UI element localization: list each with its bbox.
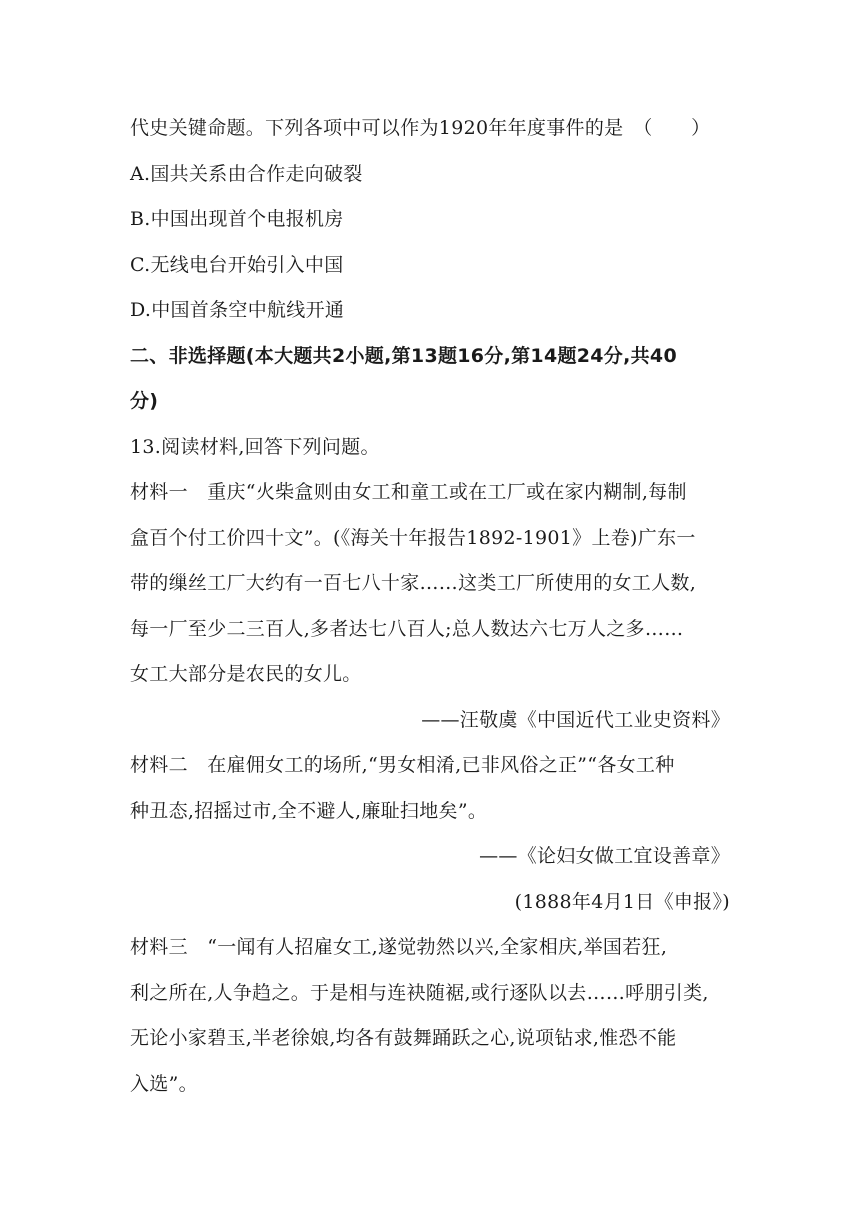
material-1-line: 每一厂至少二三百人,多者达七八百人;总人数达六七万人之多…… (130, 617, 684, 640)
material-2-source-date: (1888年4月1日《申报》) (514, 890, 730, 913)
material-2-source: ——《论妇女做工宜设善章》 (479, 845, 730, 867)
material-2-line: 材料二 在雇佣女工的场所,“男女相淆,已非风俗之正”“各女工种 (130, 754, 675, 776)
material-3-line: 材料三 “一闻有人招雇女工,遂觉勃然以兴,全家相庆,举国若狂, (130, 936, 668, 958)
section-heading-continued: 分) (130, 390, 159, 412)
material-2-line: 种丑态,招摇过市,全不避人,廉耻扫地矣”。 (130, 799, 488, 822)
material-3-line: 利之所在,人争趋之。于是相与连袂随裾,或行逐队以去……呼朋引类, (130, 981, 709, 1004)
question-12-stem: 代史关键命题。下列各项中可以作为1920年年度事件的是 （ ） (130, 117, 711, 139)
material-1-line: 盒百个付工价四十文”。(《海关十年报告1892-1901》上卷)广东一 (130, 526, 696, 549)
material-1-line: 女工大部分是农民的女儿。 (130, 663, 362, 685)
question-13-prompt: 13.阅读材料,回答下列问题。 (130, 435, 380, 458)
material-1-line: 带的缫丝工厂大约有一百七八十家……这类工厂所使用的女工人数, (130, 572, 697, 594)
material-3-line: 无论小家碧玉,半老徐娘,均各有鼓舞踊跃之心,说项钻求,惟恐不能 (130, 1027, 677, 1049)
section-heading: 二、非选择题(本大题共2小题,第13题16分,第14题24分,共40 (130, 344, 677, 367)
material-1-line: 材料一 重庆“火柴盒则由女工和童工或在工厂或在家内糊制,每制 (130, 481, 687, 503)
option-a: A.国共关系由合作走向破裂 (130, 162, 363, 185)
option-c: C.无线电台开始引入中国 (130, 253, 344, 276)
material-3-line: 入选”。 (130, 1072, 198, 1095)
material-1-source: ——汪敬虞《中国近代工业史资料》 (421, 708, 730, 731)
exam-page (130, 106, 730, 1107)
option-d: D.中国首条空中航线开通 (130, 299, 345, 321)
option-b: B.中国出现首个电报机房 (130, 208, 344, 230)
